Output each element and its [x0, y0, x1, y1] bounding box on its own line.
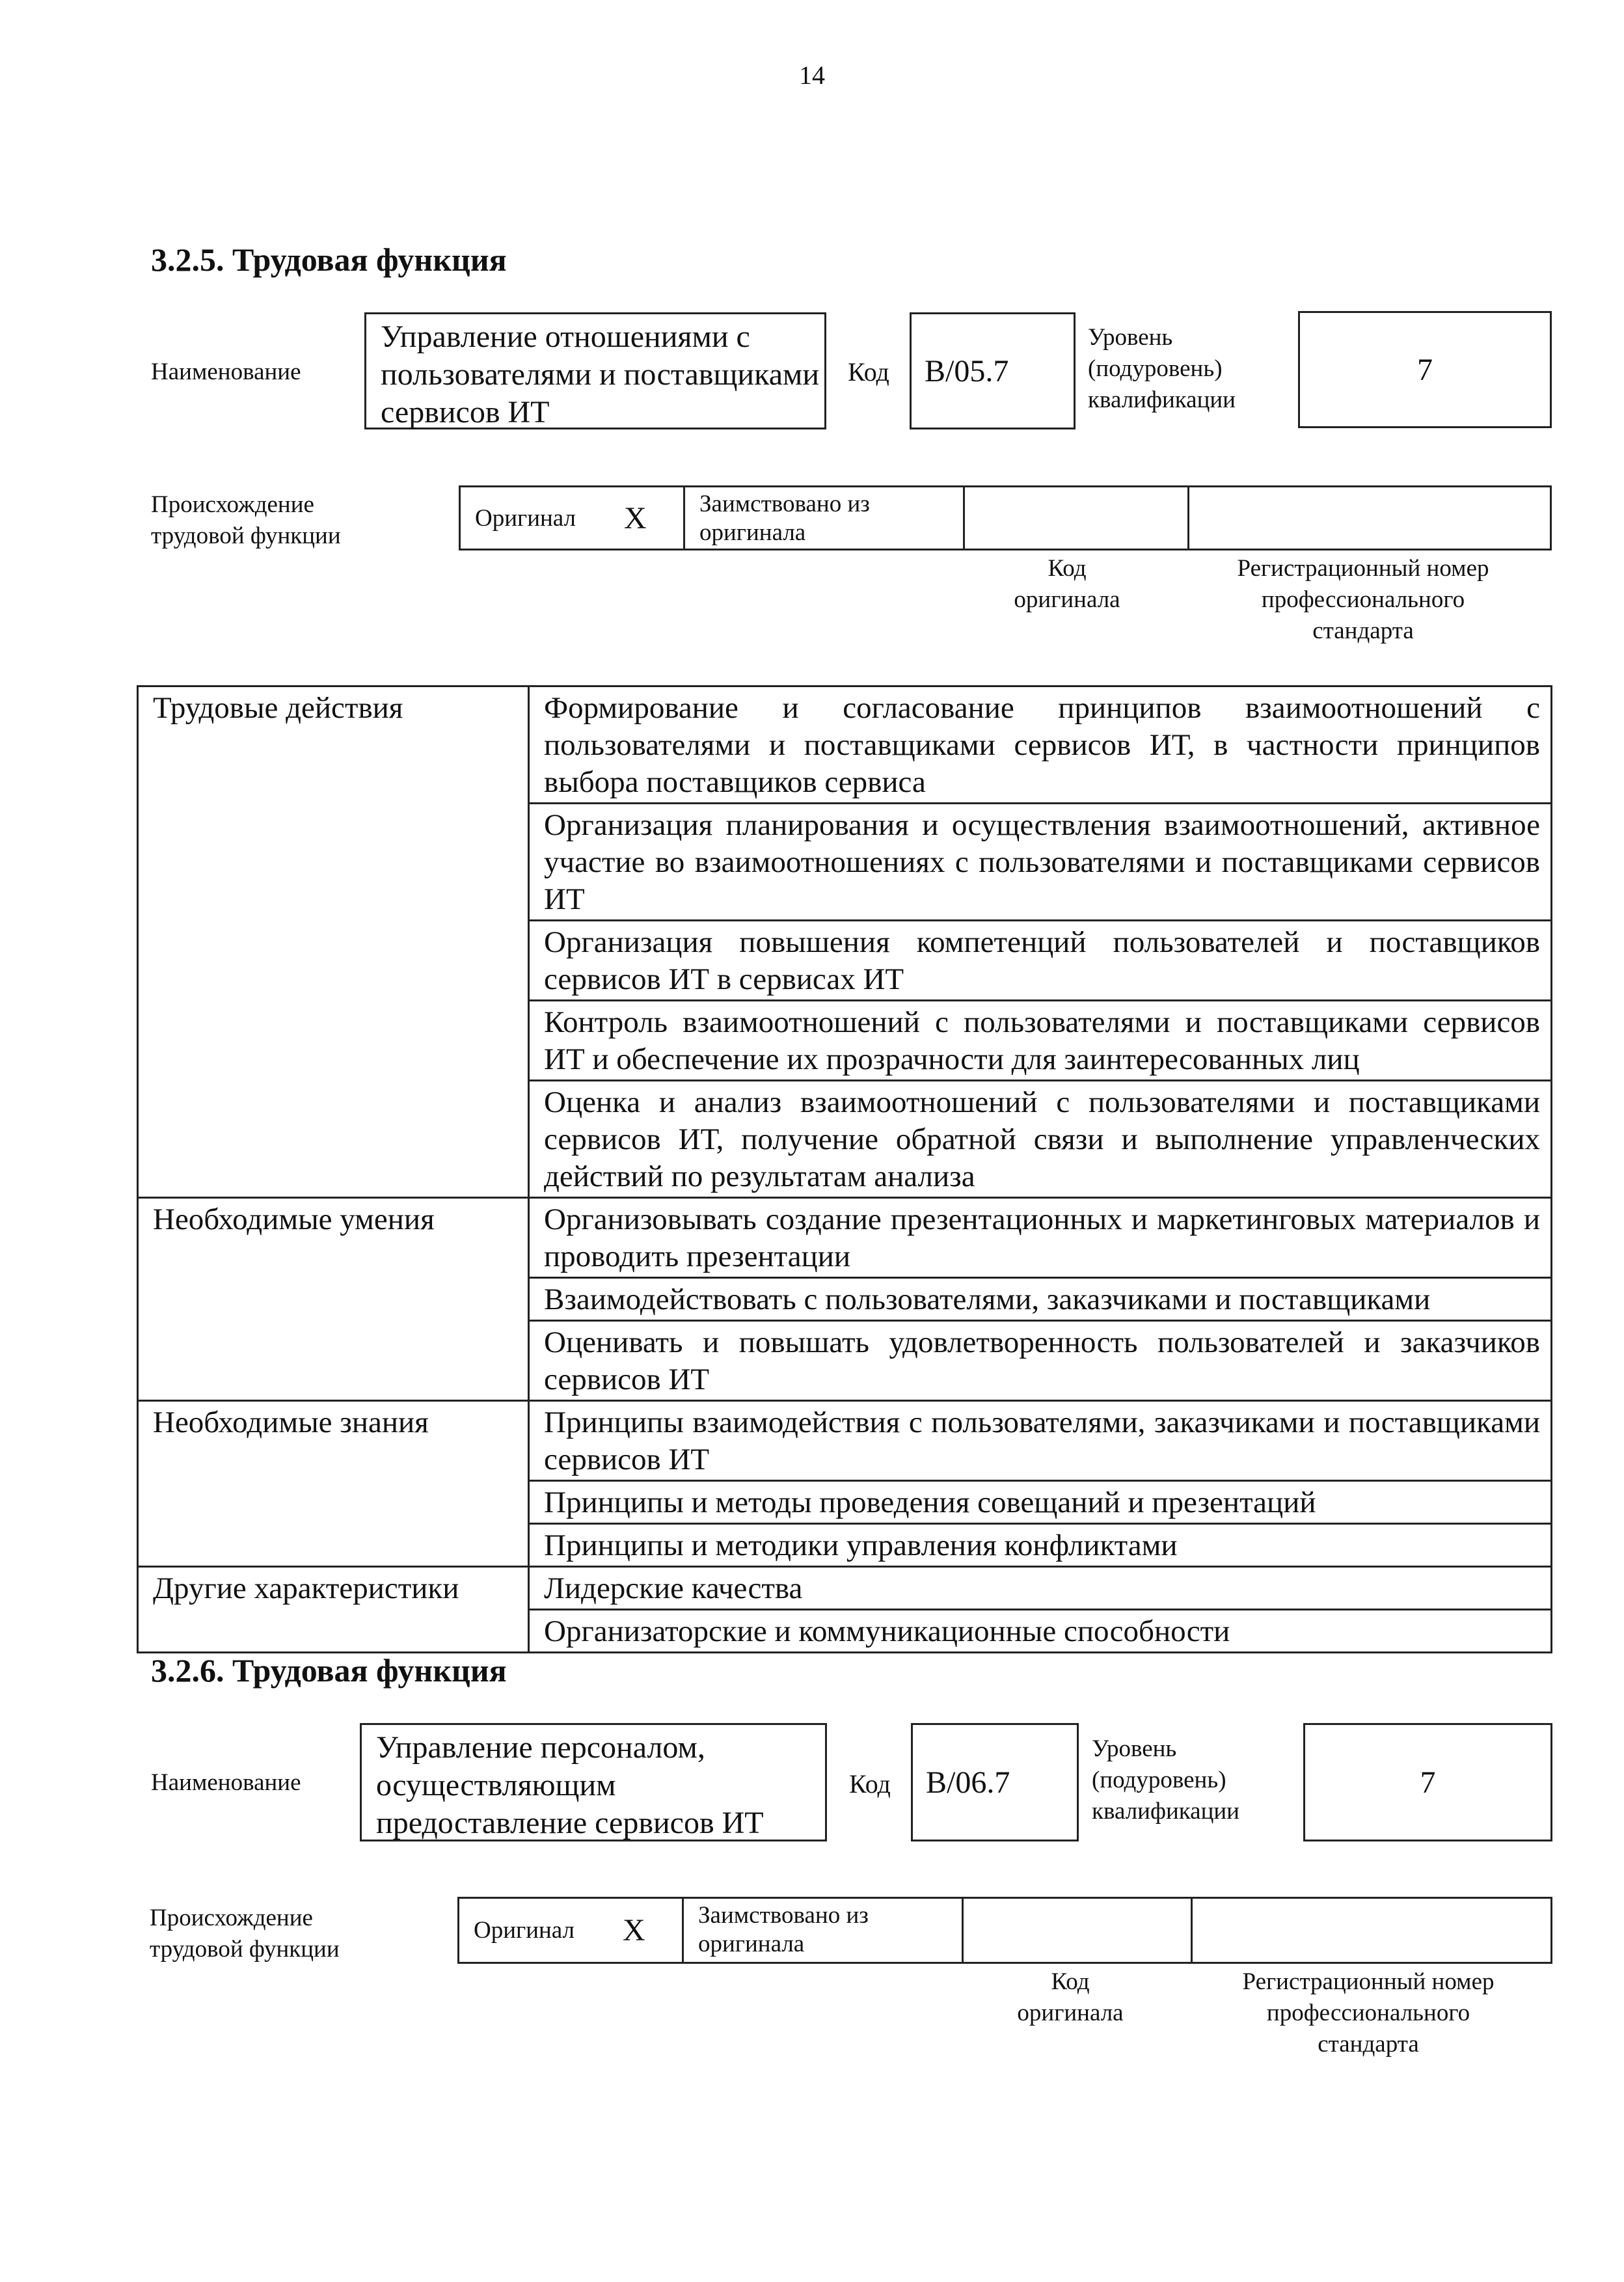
function-name: Управление персоналом, осуществляющим предоставление сервисов ИТ	[376, 1730, 764, 1840]
caption-original-code: Код оригинала	[1014, 555, 1120, 613]
code-label: Код	[849, 1769, 891, 1799]
caption-original-code: Код оригинала	[1017, 1968, 1124, 2026]
table-cell: Оценка и анализ взаимоотношений с пользователями и поставщиками сервисов ИТ, получение обратной связи и выполнение управленческих действий по результатам анализа	[529, 1081, 1552, 1198]
table-cell: Организация повышения компетенций пользователей и поставщиков сервисов ИТ в сервисах ИТ	[529, 921, 1552, 1001]
category-labor-actions: Трудовые действия	[138, 686, 529, 1198]
origin-reg-number-cell	[1193, 1899, 1550, 1962]
section-title-3-2-5: 3.2.5. Трудовая функция	[151, 241, 507, 278]
level-label: Уровень (подуровень) квалификации	[1092, 1735, 1239, 1825]
table-row	[138, 1198, 1552, 1278]
code-label: Код	[848, 357, 889, 387]
table-cell: Принципы и методики управления конфликтами	[529, 1524, 1552, 1567]
table-cell: Формирование и согласование принципов взаимоотношений с пользователями и поставщиками сервисов ИТ, в частности принципов выбора поставщиков сервиса	[529, 686, 1552, 804]
origin-reg-number-cell	[1189, 487, 1550, 549]
table-cell: Принципы взаимодействия с пользователями, заказчиками и поставщиками сервисов ИТ	[529, 1401, 1552, 1481]
table-row	[138, 686, 1552, 804]
origin-original-cell	[459, 1899, 684, 1962]
table-row	[138, 1567, 1552, 1610]
level-value: 7	[1420, 1765, 1436, 1800]
category-required-knowledge: Необходимые знания	[138, 1401, 529, 1567]
table-cell: Оценивать и повышать удовлетворенность пользователей и заказчиков сервисов ИТ	[529, 1321, 1552, 1401]
function-details-table	[137, 685, 1552, 1653]
caption-registration-number: Регистрационный номер профессионального стандарта	[1242, 1968, 1495, 2058]
origin-original-cell	[461, 487, 685, 549]
table-cell: Взаимодействовать с пользователями, заказчиками и поставщиками	[529, 1278, 1552, 1321]
page-number: 14	[799, 61, 825, 90]
code-value: B/06.7	[926, 1765, 1010, 1800]
origin-borrowed-cell: Заимствовано из оригинала	[685, 487, 965, 549]
level-box	[1298, 311, 1552, 428]
origin-code-cell	[964, 1899, 1193, 1962]
table-row	[138, 1401, 1552, 1481]
name-label: Наименование	[151, 1769, 301, 1796]
function-name-box	[360, 1723, 827, 1841]
code-box	[911, 1723, 1079, 1841]
table-cell: Контроль взаимоотношений с пользователями и поставщиками сервисов ИТ и обеспечение их прозрачности для заинтересованных лиц	[529, 1001, 1552, 1081]
function-name-box	[364, 312, 826, 429]
table-cell: Лидерские качества	[529, 1567, 1552, 1610]
origin-code-cell	[965, 487, 1189, 549]
origin-check-mark: X	[623, 1913, 645, 1948]
origin-table	[457, 1897, 1552, 1964]
name-label: Наименование	[151, 359, 301, 385]
category-required-skills: Необходимые умения	[138, 1198, 529, 1401]
code-box	[910, 312, 1076, 429]
table-cell: Принципы и методы проведения совещаний и презентаций	[529, 1481, 1552, 1524]
function-name: Управление отношениями с пользователями и поставщиками сервисов ИТ	[381, 319, 820, 429]
level-value: 7	[1417, 352, 1433, 387]
caption-registration-number: Регистрационный номер профессионального стандарта	[1237, 555, 1489, 644]
code-value: B/05.7	[925, 353, 1009, 388]
origin-label: Происхождение трудовой функции	[151, 491, 341, 549]
table-cell: Организовывать создание презентационных и маркетинговых материалов и проводить презентации	[529, 1198, 1552, 1278]
section-title-3-2-6: 3.2.6. Трудовая функция	[151, 1652, 507, 1689]
origin-borrowed-cell: Заимствовано из оригинала	[684, 1899, 964, 1962]
category-other-characteristics: Другие характеристики	[138, 1567, 529, 1653]
origin-check-mark: X	[624, 500, 647, 536]
level-label: Уровень (подуровень) квалификации	[1088, 324, 1236, 413]
origin-original-label: Оригинал	[474, 1917, 575, 1944]
origin-label: Происхождение трудовой функции	[150, 1905, 340, 1963]
table-cell: Организация планирования и осуществления взаимоотношений, активное участие во взаимоотношениях с пользователями и поставщиками сервисов ИТ	[529, 804, 1552, 921]
table-cell: Организаторские и коммуникационные способности	[529, 1610, 1552, 1653]
origin-original-label: Оригинал	[475, 504, 576, 532]
level-box	[1303, 1723, 1552, 1841]
origin-table	[459, 485, 1552, 550]
